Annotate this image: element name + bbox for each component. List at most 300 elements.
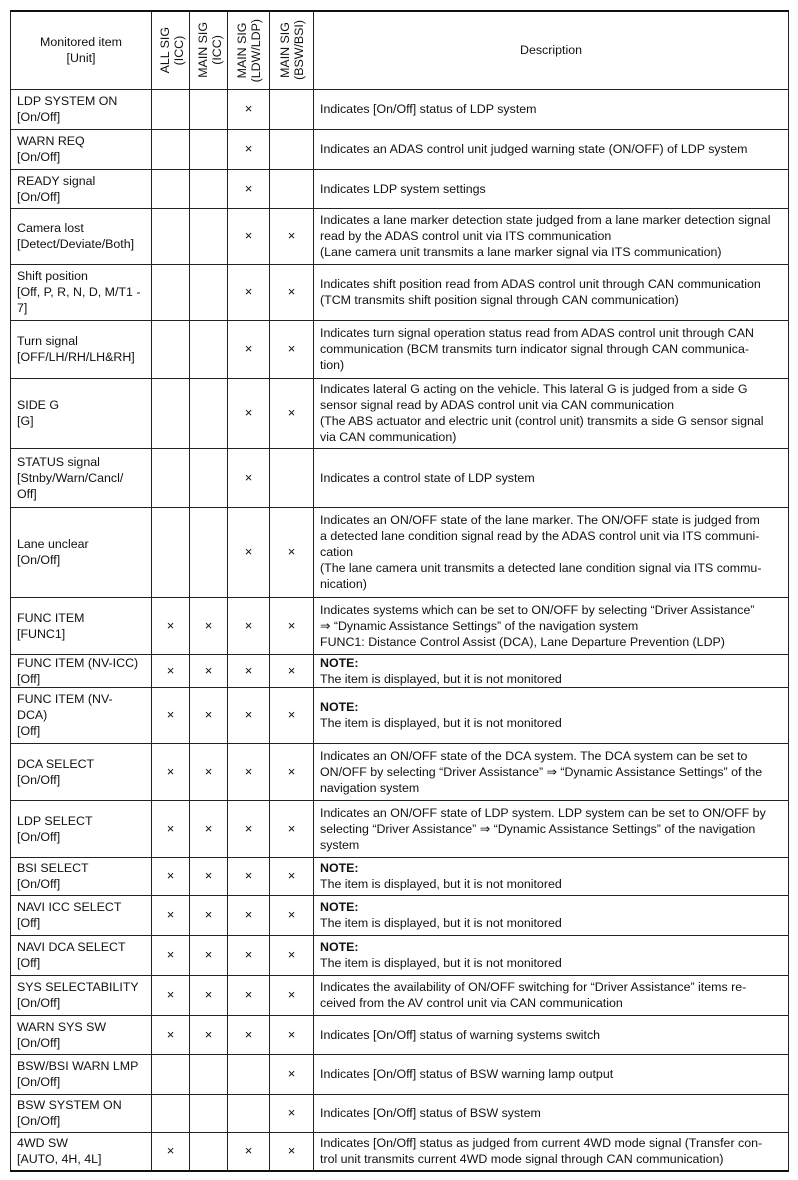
mark-cell-col-1 bbox=[152, 1015, 190, 1054]
monitored-item-cell bbox=[11, 1015, 152, 1054]
x-mark-icon: × bbox=[287, 707, 296, 722]
description-text: The item is displayed, but it is not monitored bbox=[320, 671, 562, 686]
description-text: nication) bbox=[320, 577, 367, 591]
mark-cell-col-2 bbox=[190, 687, 228, 743]
description-text: read by the ADAS control unit via ITS communication bbox=[320, 229, 612, 243]
x-mark-icon: × bbox=[287, 907, 296, 922]
mark-cell-col-1 bbox=[152, 129, 190, 169]
table-row bbox=[11, 1132, 789, 1171]
table-row bbox=[11, 1015, 789, 1054]
item-text: [OFF/LH/RH/LH&RH] bbox=[17, 350, 135, 364]
item-text: WARN SYS SW bbox=[17, 1019, 107, 1034]
mark-cell-col-3 bbox=[228, 208, 270, 264]
mark-cell-col-1 bbox=[152, 597, 190, 654]
note-label: NOTE: bbox=[320, 655, 359, 670]
x-mark-icon: × bbox=[287, 820, 296, 836]
item-text: [Off] bbox=[17, 671, 41, 686]
x-mark-icon: × bbox=[204, 868, 213, 883]
mark-cell-col-3 bbox=[228, 448, 270, 507]
mark-cell-col-2 bbox=[190, 975, 228, 1015]
x-mark-icon: × bbox=[287, 341, 296, 356]
item-text: [On/Off] bbox=[17, 772, 61, 787]
x-mark-icon: × bbox=[287, 284, 296, 299]
x-mark-icon: × bbox=[166, 707, 175, 722]
x-mark-icon: × bbox=[287, 617, 296, 633]
description-cell bbox=[314, 975, 789, 1015]
description-text: Indicates systems which can be set to ON/OFF by selecting “Driver Assistance” bbox=[320, 602, 755, 617]
monitored-item-cell bbox=[11, 129, 152, 169]
monitored-item-cell bbox=[11, 89, 152, 129]
item-text: FUNC ITEM bbox=[17, 610, 85, 625]
mark-cell-col-3 bbox=[228, 1132, 270, 1171]
mark-cell-col-4 bbox=[270, 975, 314, 1015]
mark-cell-col-2 bbox=[190, 264, 228, 320]
x-mark-icon: × bbox=[244, 987, 253, 1002]
item-text: [On/Off] bbox=[17, 189, 61, 204]
mark-cell-col-3 bbox=[228, 654, 270, 687]
mark-cell-col-2 bbox=[190, 895, 228, 935]
description-text: (The lane camera unit transmits a detected lane condition signal via ITS commu- bbox=[320, 561, 762, 575]
x-mark-icon: × bbox=[244, 101, 253, 116]
x-mark-icon: × bbox=[287, 1066, 296, 1081]
mark-cell-col-1 bbox=[152, 654, 190, 687]
x-mark-icon: × bbox=[166, 1143, 175, 1159]
table-row bbox=[11, 1054, 789, 1094]
x-mark-icon: × bbox=[204, 907, 213, 922]
item-text: [On/Off] bbox=[17, 150, 61, 164]
item-text: BSW/BSI WARN LMP bbox=[17, 1059, 139, 1073]
header-description: Description bbox=[314, 11, 789, 89]
x-mark-icon: × bbox=[244, 228, 253, 243]
item-text: [G] bbox=[17, 414, 34, 428]
mark-cell-col-2 bbox=[190, 1094, 228, 1132]
mark-cell-col-2 bbox=[190, 654, 228, 687]
item-text: LDP SELECT bbox=[17, 813, 93, 828]
monitored-item-cell bbox=[11, 687, 152, 743]
x-mark-icon: × bbox=[166, 987, 175, 1002]
x-mark-icon: × bbox=[244, 763, 253, 779]
table-row bbox=[11, 857, 789, 895]
item-text: Off] bbox=[17, 486, 37, 501]
description-text: sensor signal read by ADAS control unit via CAN communication bbox=[320, 398, 674, 412]
item-text: [Detect/Deviate/Both] bbox=[17, 237, 135, 251]
item-text: [On/Off] bbox=[17, 1114, 61, 1128]
x-mark-icon: × bbox=[287, 1143, 296, 1159]
mark-cell-col-3 bbox=[228, 89, 270, 129]
mark-cell-col-2 bbox=[190, 1015, 228, 1054]
item-text: [On/Off] bbox=[17, 553, 61, 567]
table-row bbox=[11, 895, 789, 935]
monitored-item-cell bbox=[11, 975, 152, 1015]
description-text: a detected lane condition signal read by the ADAS control unit via ITS communi- bbox=[320, 529, 760, 543]
monitored-item-cell bbox=[11, 935, 152, 975]
x-mark-icon: × bbox=[244, 405, 253, 420]
description-text: Indicates [On/Off] status of warning systems switch bbox=[320, 1027, 601, 1042]
mark-cell-col-2 bbox=[190, 448, 228, 507]
mark-cell-col-2 bbox=[190, 89, 228, 129]
table-row bbox=[11, 129, 789, 169]
header-main-sig-bsw-bsi: MAIN SIG (BSW/BSI) bbox=[270, 11, 314, 89]
item-text: 7] bbox=[17, 301, 28, 315]
item-text: STATUS signal bbox=[17, 454, 100, 469]
x-mark-icon: × bbox=[244, 907, 253, 922]
description-cell bbox=[314, 597, 789, 654]
mark-cell-col-2 bbox=[190, 935, 228, 975]
monitored-item-cell bbox=[11, 208, 152, 264]
note-label: NOTE: bbox=[320, 861, 359, 875]
mark-cell-col-3 bbox=[228, 895, 270, 935]
mark-cell-col-1 bbox=[152, 800, 190, 857]
item-text: BSW SYSTEM ON bbox=[17, 1098, 122, 1112]
item-text: NAVI DCA SELECT bbox=[17, 940, 126, 954]
item-text: FUNC ITEM (NV- bbox=[17, 692, 113, 706]
x-mark-icon: × bbox=[166, 662, 175, 678]
x-mark-icon: × bbox=[244, 868, 253, 883]
description-text: The item is displayed, but it is not monitored bbox=[320, 956, 562, 970]
table-row bbox=[11, 264, 789, 320]
item-text: [Stnby/Warn/Cancl/ bbox=[17, 470, 124, 485]
mark-cell-col-4 bbox=[270, 935, 314, 975]
description-text: tion) bbox=[320, 358, 345, 372]
mark-cell-col-3 bbox=[228, 935, 270, 975]
table-row bbox=[11, 169, 789, 208]
description-text: Indicates an ON/OFF state of the DCA system. The DCA system can be set to bbox=[320, 748, 748, 763]
mark-cell-col-3 bbox=[228, 975, 270, 1015]
note-label: NOTE: bbox=[320, 900, 359, 914]
x-mark-icon: × bbox=[287, 405, 296, 420]
description-text: navigation system bbox=[320, 780, 420, 795]
x-mark-icon: × bbox=[244, 544, 253, 559]
monitor-item-table bbox=[10, 10, 789, 1172]
description-cell bbox=[314, 895, 789, 935]
x-mark-icon: × bbox=[244, 1026, 253, 1042]
monitored-item-cell bbox=[11, 654, 152, 687]
description-cell bbox=[314, 800, 789, 857]
mark-cell-col-4 bbox=[270, 895, 314, 935]
x-mark-icon: × bbox=[287, 947, 296, 962]
description-text: Indicates shift position read from ADAS control unit through CAN communication bbox=[320, 277, 761, 291]
x-mark-icon: × bbox=[287, 228, 296, 243]
description-text: (TCM transmits shift position signal through CAN communication) bbox=[320, 293, 679, 307]
description-text: ON/OFF by selecting “Driver Assistance” ⇒ “Dynamic Assistance Settings” of the bbox=[320, 764, 763, 779]
mark-cell-col-4 bbox=[270, 129, 314, 169]
note-label: NOTE: bbox=[320, 940, 359, 954]
x-mark-icon: × bbox=[287, 868, 296, 883]
description-text: via CAN communication) bbox=[320, 430, 457, 444]
mark-cell-col-4 bbox=[270, 800, 314, 857]
table-row bbox=[11, 1094, 789, 1132]
table-row bbox=[11, 800, 789, 857]
mark-cell-col-4 bbox=[270, 169, 314, 208]
description-cell bbox=[314, 507, 789, 597]
monitored-item-cell bbox=[11, 507, 152, 597]
table-row bbox=[11, 597, 789, 654]
monitored-item-cell bbox=[11, 597, 152, 654]
mark-cell-col-2 bbox=[190, 507, 228, 597]
description-text: Indicates turn signal operation status read from ADAS control unit through CAN bbox=[320, 326, 754, 340]
description-text: Indicates a lane marker detection state judged from a lane marker detection signal bbox=[320, 213, 771, 227]
mark-cell-col-4 bbox=[270, 597, 314, 654]
monitored-item-cell bbox=[11, 1132, 152, 1171]
header-all-sig-icc: ALL SIG (ICC) bbox=[152, 11, 190, 89]
mark-cell-col-2 bbox=[190, 208, 228, 264]
x-mark-icon: × bbox=[287, 987, 296, 1002]
item-text: [On/Off] bbox=[17, 1075, 61, 1089]
description-cell bbox=[314, 129, 789, 169]
x-mark-icon: × bbox=[244, 180, 253, 196]
x-mark-icon: × bbox=[166, 763, 175, 779]
mark-cell-col-4 bbox=[270, 448, 314, 507]
x-mark-icon: × bbox=[287, 1105, 296, 1120]
mark-cell-col-1 bbox=[152, 687, 190, 743]
description-cell bbox=[314, 169, 789, 208]
x-mark-icon: × bbox=[204, 820, 213, 836]
x-mark-icon: × bbox=[244, 820, 253, 836]
table-row bbox=[11, 89, 789, 129]
mark-cell-col-2 bbox=[190, 378, 228, 448]
mark-cell-col-1 bbox=[152, 975, 190, 1015]
item-text: Camera lost bbox=[17, 221, 84, 235]
item-text: [On/Off] bbox=[17, 877, 61, 891]
item-text: [On/Off] bbox=[17, 1035, 61, 1050]
item-text: DCA) bbox=[17, 708, 48, 722]
item-text: SIDE G bbox=[17, 398, 59, 412]
table-row bbox=[11, 378, 789, 448]
header-main-sig-ldw-ldp: MAIN SIG (LDW/LDP) bbox=[228, 11, 270, 89]
description-text: Indicates an ON/OFF state of the lane marker. The ON/OFF state is judged from bbox=[320, 513, 760, 527]
monitored-item-cell bbox=[11, 857, 152, 895]
mark-cell-col-3 bbox=[228, 169, 270, 208]
item-text: [Off] bbox=[17, 916, 41, 930]
x-mark-icon: × bbox=[166, 617, 175, 633]
item-text: SYS SELECTABILITY bbox=[17, 980, 139, 994]
mark-cell-col-4 bbox=[270, 743, 314, 800]
x-mark-icon: × bbox=[287, 1026, 296, 1042]
x-mark-icon: × bbox=[244, 141, 253, 156]
description-cell bbox=[314, 654, 789, 687]
description-cell bbox=[314, 1015, 789, 1054]
description-text: Indicates a control state of LDP system bbox=[320, 470, 535, 485]
item-text: NAVI ICC SELECT bbox=[17, 900, 122, 914]
description-text: FUNC1: Distance Control Assist (DCA), Lane Departure Prevention (LDP) bbox=[320, 634, 725, 649]
mark-cell-col-4 bbox=[270, 264, 314, 320]
description-cell bbox=[314, 1094, 789, 1132]
mark-cell-col-2 bbox=[190, 320, 228, 378]
monitored-item-cell bbox=[11, 264, 152, 320]
mark-cell-col-2 bbox=[190, 597, 228, 654]
mark-cell-col-1 bbox=[152, 208, 190, 264]
item-text: [AUTO, 4H, 4L] bbox=[17, 1152, 102, 1167]
mark-cell-col-1 bbox=[152, 857, 190, 895]
mark-cell-col-4 bbox=[270, 857, 314, 895]
x-mark-icon: × bbox=[244, 341, 253, 356]
description-text: Indicates LDP system settings bbox=[320, 181, 486, 196]
x-mark-icon: × bbox=[244, 469, 253, 485]
description-text: Indicates lateral G acting on the vehicle. This lateral G is judged from a side G bbox=[320, 382, 748, 396]
header-monitored-item: Monitored item [Unit] bbox=[11, 11, 152, 89]
mark-cell-col-1 bbox=[152, 507, 190, 597]
item-text: BSI SELECT bbox=[17, 861, 89, 875]
monitored-item-cell bbox=[11, 1094, 152, 1132]
x-mark-icon: × bbox=[204, 617, 213, 633]
x-mark-icon: × bbox=[244, 707, 253, 722]
mark-cell-col-2 bbox=[190, 1054, 228, 1094]
monitored-item-cell bbox=[11, 169, 152, 208]
description-text: (Lane camera unit transmits a lane marker signal via ITS communication) bbox=[320, 245, 722, 259]
mark-cell-col-1 bbox=[152, 1094, 190, 1132]
description-cell bbox=[314, 687, 789, 743]
description-text: Indicates [On/Off] status of BSW system bbox=[320, 1106, 541, 1120]
x-mark-icon: × bbox=[166, 868, 175, 883]
description-text: Indicates an ADAS control unit judged warning state (ON/OFF) of LDP system bbox=[320, 142, 748, 156]
mark-cell-col-3 bbox=[228, 1054, 270, 1094]
mark-cell-col-2 bbox=[190, 800, 228, 857]
mark-cell-col-1 bbox=[152, 264, 190, 320]
mark-cell-col-4 bbox=[270, 89, 314, 129]
mark-cell-col-2 bbox=[190, 169, 228, 208]
description-text: Indicates an ON/OFF state of LDP system. LDP system can be set to ON/OFF by bbox=[320, 805, 766, 820]
x-mark-icon: × bbox=[204, 947, 213, 962]
x-mark-icon: × bbox=[204, 763, 213, 779]
mark-cell-col-3 bbox=[228, 264, 270, 320]
mark-cell-col-3 bbox=[228, 800, 270, 857]
item-text: [On/Off] bbox=[17, 829, 61, 844]
description-cell bbox=[314, 208, 789, 264]
mark-cell-col-1 bbox=[152, 743, 190, 800]
mark-cell-col-1 bbox=[152, 378, 190, 448]
description-cell bbox=[314, 448, 789, 507]
header-main-sig-icc: MAIN SIG (ICC) bbox=[190, 11, 228, 89]
description-cell bbox=[314, 264, 789, 320]
x-mark-icon: × bbox=[204, 987, 213, 1002]
description-text: system bbox=[320, 837, 360, 852]
mark-cell-col-1 bbox=[152, 89, 190, 129]
mark-cell-col-3 bbox=[228, 687, 270, 743]
description-text: communication (BCM transmits turn indicator signal through CAN communica- bbox=[320, 342, 750, 356]
description-cell bbox=[314, 378, 789, 448]
description-cell bbox=[314, 1132, 789, 1171]
mark-cell-col-4 bbox=[270, 208, 314, 264]
x-mark-icon: × bbox=[287, 763, 296, 779]
x-mark-icon: × bbox=[244, 284, 253, 299]
mark-cell-col-3 bbox=[228, 857, 270, 895]
x-mark-icon: × bbox=[244, 662, 253, 678]
item-text: DCA SELECT bbox=[17, 756, 95, 771]
description-cell bbox=[314, 1054, 789, 1094]
item-text: Shift position bbox=[17, 269, 88, 283]
item-text: FUNC ITEM (NV-ICC) bbox=[17, 655, 139, 670]
item-text: [FUNC1] bbox=[17, 626, 66, 641]
description-text: selecting “Driver Assistance” ⇒ “Dynamic Assistance Settings” of the navigation bbox=[320, 821, 756, 836]
mark-cell-col-4 bbox=[270, 378, 314, 448]
mark-cell-col-1 bbox=[152, 895, 190, 935]
description-text: trol unit transmits current 4WD mode signal through CAN communication) bbox=[320, 1152, 724, 1167]
mark-cell-col-4 bbox=[270, 654, 314, 687]
mark-cell-col-1 bbox=[152, 1132, 190, 1171]
monitored-item-cell bbox=[11, 895, 152, 935]
description-text: The item is displayed, but it is not monitored bbox=[320, 877, 562, 891]
item-text: Lane unclear bbox=[17, 537, 89, 551]
x-mark-icon: × bbox=[204, 662, 213, 678]
x-mark-icon: × bbox=[204, 707, 213, 722]
x-mark-icon: × bbox=[204, 1026, 213, 1042]
x-mark-icon: × bbox=[244, 947, 253, 962]
table-row bbox=[11, 743, 789, 800]
description-text: ⇒ “Dynamic Assistance Settings” of the navigation system bbox=[320, 618, 639, 633]
description-text: Indicates [On/Off] status of BSW warning lamp output bbox=[320, 1067, 614, 1081]
monitored-item-cell bbox=[11, 320, 152, 378]
x-mark-icon: × bbox=[166, 907, 175, 922]
table-row bbox=[11, 320, 789, 378]
description-cell bbox=[314, 743, 789, 800]
mark-cell-col-1 bbox=[152, 1054, 190, 1094]
description-text: Indicates the availability of ON/OFF switching for “Driver Assistance” items re- bbox=[320, 980, 747, 994]
mark-cell-col-3 bbox=[228, 1094, 270, 1132]
description-text: The item is displayed, but it is not monitored bbox=[320, 716, 562, 730]
mark-cell-col-2 bbox=[190, 129, 228, 169]
mark-cell-col-4 bbox=[270, 1132, 314, 1171]
mark-cell-col-3 bbox=[228, 597, 270, 654]
monitored-item-cell bbox=[11, 378, 152, 448]
description-cell bbox=[314, 89, 789, 129]
table-row bbox=[11, 448, 789, 507]
table-row bbox=[11, 687, 789, 743]
mark-cell-col-1 bbox=[152, 448, 190, 507]
table-row bbox=[11, 507, 789, 597]
mark-cell-col-1 bbox=[152, 320, 190, 378]
x-mark-icon: × bbox=[166, 947, 175, 962]
description-text: The item is displayed, but it is not monitored bbox=[320, 916, 562, 930]
description-text: Indicates [On/Off] status as judged from current 4WD mode signal (Transfer con- bbox=[320, 1136, 763, 1151]
mark-cell-col-3 bbox=[228, 743, 270, 800]
x-mark-icon: × bbox=[166, 820, 175, 836]
description-cell bbox=[314, 857, 789, 895]
mark-cell-col-4 bbox=[270, 687, 314, 743]
item-text: [Off] bbox=[17, 724, 41, 738]
table-row bbox=[11, 208, 789, 264]
item-text: [On/Off] bbox=[17, 996, 61, 1010]
description-text: cation bbox=[320, 545, 354, 559]
mark-cell-col-4 bbox=[270, 1054, 314, 1094]
mark-cell-col-2 bbox=[190, 743, 228, 800]
item-text: [On/Off] bbox=[17, 110, 61, 124]
note-label: NOTE: bbox=[320, 700, 359, 714]
item-text: 4WD SW bbox=[17, 1136, 68, 1151]
description-cell bbox=[314, 320, 789, 378]
mark-cell-col-3 bbox=[228, 1015, 270, 1054]
mark-cell-col-1 bbox=[152, 169, 190, 208]
mark-cell-col-3 bbox=[228, 378, 270, 448]
x-mark-icon: × bbox=[287, 662, 296, 678]
mark-cell-col-4 bbox=[270, 1015, 314, 1054]
description-text: ceived from the AV control unit via CAN communication bbox=[320, 996, 623, 1010]
description-text: (The ABS actuator and electric unit (control unit) transmits a side G sensor signal bbox=[320, 414, 764, 428]
x-mark-icon: × bbox=[287, 544, 296, 559]
item-text: READY signal bbox=[17, 173, 96, 188]
table-row bbox=[11, 935, 789, 975]
item-text: [Off] bbox=[17, 956, 41, 970]
x-mark-icon: × bbox=[244, 1143, 253, 1159]
mark-cell-col-1 bbox=[152, 935, 190, 975]
monitored-item-cell bbox=[11, 800, 152, 857]
x-mark-icon: × bbox=[244, 617, 253, 633]
item-text: WARN REQ bbox=[17, 134, 85, 148]
mark-cell-col-3 bbox=[228, 507, 270, 597]
mark-cell-col-4 bbox=[270, 1094, 314, 1132]
table-row bbox=[11, 654, 789, 687]
item-text: Turn signal bbox=[17, 334, 78, 348]
mark-cell-col-3 bbox=[228, 320, 270, 378]
